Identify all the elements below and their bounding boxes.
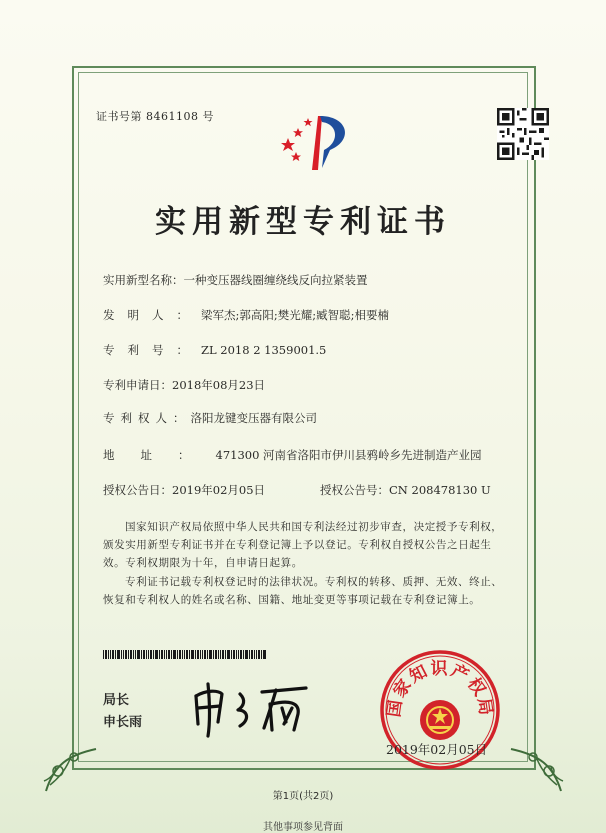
director-name: 申长雨: [103, 715, 143, 730]
inventor-value: 梁军杰;郭高阳;樊光耀;臧智聪;相要楠: [201, 308, 389, 322]
director-signature-icon: [188, 680, 320, 738]
patentee-value: 洛阳龙键变压器有限公司: [190, 411, 317, 425]
footer-note: 其他事项参见背面: [263, 822, 343, 833]
certificate-number-suffix: 号: [202, 110, 214, 123]
utility-name-label: 实用新型名称：: [103, 273, 184, 287]
seal-text: 国家知识产权局: [384, 659, 496, 719]
director-block: [103, 690, 142, 734]
patentee-label: 专利权人：: [103, 411, 191, 425]
certificate-number-value: 8461108: [146, 110, 199, 123]
certificate-number: [96, 108, 214, 124]
address-value: 471300 河南省洛阳市伊川县鸦岭乡先进制造产业园: [215, 448, 482, 462]
grant-number-value: CN 208478130 U: [389, 483, 491, 497]
patent-number-label: 专利号：: [103, 343, 201, 357]
grant-date-label: 授权公告日：: [103, 483, 172, 497]
utility-name-value: 一种变压器线圈缠绕线反向拉紧装置: [183, 273, 368, 287]
legal-paragraph-2: 专利证书记载专利权登记时的法律状况。专利权的转移、质押、无效、终止、恢复和专利权人的姓名或名称、国籍、地址变更等事项记载在专利登记簿上。: [103, 576, 503, 606]
certificate-number-label: 证书号第: [96, 110, 142, 123]
address-label: 地址：: [103, 448, 216, 462]
patent-number-row: [103, 342, 326, 358]
grant-date-row: [103, 482, 265, 498]
grant-number-label: 授权公告号：: [320, 483, 389, 497]
inventor-label: 发明人：: [103, 308, 201, 322]
qr-code-icon: [497, 108, 549, 160]
filing-date-value: 2018年08月23日: [172, 378, 266, 392]
filing-date-row: [103, 377, 265, 393]
cnipa-logo-icon: [278, 110, 354, 174]
grant-date-value: 2019年02月05日: [172, 483, 266, 497]
filing-date-label: 专利申请日：: [103, 378, 172, 392]
address-row: [103, 447, 482, 463]
barcode-icon: [103, 650, 267, 659]
patentee-row: [103, 410, 317, 426]
certificate-title: 实用新型专利证书: [155, 204, 451, 240]
inventor-row: [103, 307, 389, 323]
legal-paragraph-1: 国家知识产权局依照中华人民共和国专利法经过初步审查，决定授予专利权，颁发实用新型专利证书并在专利登记簿上予以登记。专利权自授权公告之日起生效。专利权期限为十年，自申请日起算。: [103, 521, 503, 569]
grant-number-row: [320, 482, 491, 498]
seal-date: 2019年02月05日: [386, 742, 488, 757]
director-title: 局长: [103, 693, 130, 708]
page-indicator: 第1页(共2页): [272, 791, 334, 802]
utility-name-row: [103, 272, 368, 288]
patent-number-value: ZL 2018 2 1359001.5: [201, 343, 327, 357]
